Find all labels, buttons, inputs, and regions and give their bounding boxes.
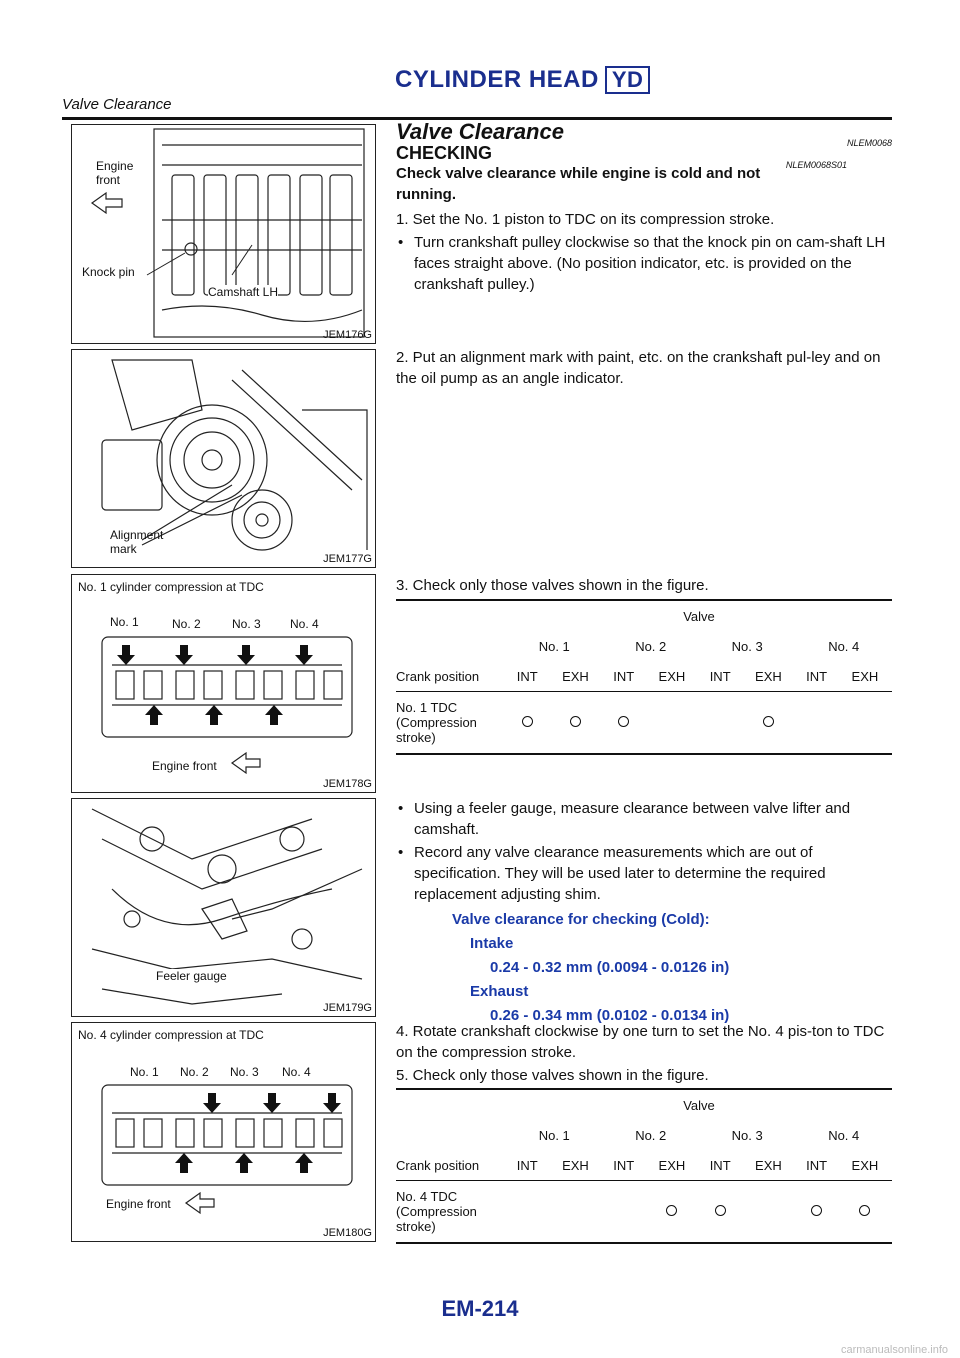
page-title: [395, 66, 650, 94]
figure-jem179g: [71, 798, 376, 1017]
check-cell: [602, 692, 644, 754]
label-no4: No. 4: [290, 617, 319, 631]
spec-intake-label: Intake: [470, 935, 514, 952]
figure-jem177g: [71, 349, 376, 568]
col-exh: EXH: [562, 1157, 589, 1173]
col-no4: No. 4: [828, 638, 860, 654]
figure-jem178g: [71, 574, 376, 793]
check-circle-icon: [859, 1205, 870, 1216]
label-engine-front: Engine front: [152, 759, 217, 773]
col-exh: EXH: [851, 668, 879, 684]
col-no2: No. 2: [635, 638, 667, 654]
col-int: INT: [516, 668, 538, 684]
step-1: 1. Set the No. 1 piston to TDC on its compression stroke.: [396, 211, 775, 228]
check-cell: [838, 1181, 892, 1243]
col-exh: EXH: [562, 668, 589, 684]
check-cell: [741, 692, 795, 754]
label-knock-pin: Knock pin: [82, 265, 135, 279]
valve-layout-drawing-1: [72, 575, 375, 792]
engine-top-drawing: [72, 125, 375, 343]
col-no4: No. 4: [828, 1127, 860, 1143]
table-row: [396, 692, 892, 754]
col-int: INT: [613, 1157, 635, 1173]
step-3: 3. Check only those valves shown in the figure.: [396, 577, 709, 594]
spec-intake-value: 0.24 - 0.32 mm (0.0094 - 0.0126 in): [490, 959, 730, 976]
figure-id: JEM179G: [323, 1002, 372, 1014]
step-4: 4. Rotate crankshaft clockwise by one turn to set the No. 4 pis-ton to TDC on the compression stroke.: [396, 1023, 885, 1061]
label-no2: No. 2: [180, 1065, 209, 1079]
crank-position-label: Crank position: [396, 1157, 480, 1173]
row-label: No. 1 TDC (Compression stroke): [396, 692, 506, 754]
measure-block: [396, 798, 892, 1026]
label-no3: No. 3: [232, 617, 261, 631]
watermark: carmanualsonline.info: [840, 1344, 948, 1356]
bullet-feeler: • Using a feeler gauge, measure clearance between valve lifter and camshaft.: [396, 798, 892, 840]
valve-table-1: [396, 599, 892, 755]
spec-exhaust-value: 0.26 - 0.34 mm (0.0102 - 0.0134 in): [490, 1007, 730, 1024]
figure-id: JEM177G: [323, 553, 372, 565]
label-feeler-gauge: Feeler gauge: [156, 969, 227, 983]
fig-caption: No. 4 cylinder compression at TDC: [78, 1028, 264, 1042]
figure-jem176g: [71, 124, 376, 344]
model-badge: YD: [605, 66, 651, 94]
crank-position-label: Crank position: [396, 668, 480, 684]
label-no1: No. 1: [110, 615, 139, 629]
col-exh: EXH: [851, 1157, 879, 1173]
col-int: INT: [806, 668, 828, 684]
check-circle-icon: [522, 716, 533, 727]
check-cell: [795, 1181, 837, 1243]
cold-check-note: Check valve clearance while engine is cold and not running.: [396, 165, 761, 203]
check-cell: [548, 692, 602, 754]
label-alignment-mark: Alignment mark: [110, 528, 164, 556]
row-label: No. 4 TDC (Compression stroke): [396, 1181, 506, 1243]
check-cell: [699, 1181, 741, 1243]
check-cell: [741, 1181, 795, 1243]
col-no3: No. 3: [731, 638, 763, 654]
label-engine-front: Engine front: [96, 159, 134, 187]
section-heading: [396, 121, 892, 295]
figure-jem180g: [71, 1022, 376, 1242]
valve-table-2: [396, 1088, 892, 1244]
check-cell: [795, 692, 837, 754]
check-cell: [838, 692, 892, 754]
label-no2: No. 2: [172, 617, 201, 631]
title-text: CYLINDER HEAD: [395, 66, 599, 93]
col-exh: EXH: [755, 668, 782, 684]
check-circle-icon: [618, 716, 629, 727]
col-int: INT: [516, 1157, 538, 1173]
col-no1: No. 1: [538, 638, 570, 654]
fig-caption: No. 1 cylinder compression at TDC: [78, 580, 264, 594]
check-cell: [506, 692, 548, 754]
table-header-valve: Valve: [506, 1089, 892, 1120]
step-1-bullet: • Turn crankshaft pulley clockwise so that the knock pin on cam-shaft LH faces straight above. (No position indicator, etc. is provided on the crankshaft pulley.): [396, 232, 892, 295]
table-row: [396, 1181, 892, 1243]
check-cell: [506, 1181, 548, 1243]
col-exh: EXH: [658, 1157, 686, 1173]
col-int: INT: [806, 1157, 828, 1173]
table-header-valve: Valve: [506, 600, 892, 631]
col-int: INT: [613, 668, 635, 684]
feeler-gauge-drawing: [72, 799, 375, 1016]
step-2-block: [396, 347, 892, 389]
check-cell: [699, 692, 741, 754]
bullet-record: • Record any valve clearance measurements which are out of specification. They will be used later to determine the required replacement adjusting shim.: [396, 842, 892, 905]
section-title: Valve Clearance: [396, 119, 564, 144]
col-no1: No. 1: [538, 1127, 570, 1143]
label-no3: No. 3: [230, 1065, 259, 1079]
check-cell: [602, 1181, 644, 1243]
subsection-title: CHECKING: [396, 143, 493, 163]
check-circle-icon: [763, 716, 774, 727]
section-code: NLEM0068: [846, 138, 892, 148]
figure-id: JEM176G: [323, 329, 372, 341]
col-no2: No. 2: [635, 1127, 667, 1143]
label-no1: No. 1: [130, 1065, 159, 1079]
col-exh: EXH: [658, 668, 686, 684]
check-circle-icon: [666, 1205, 677, 1216]
check-circle-icon: [811, 1205, 822, 1216]
step-5: 5. Check only those valves shown in the figure.: [396, 1067, 709, 1084]
subsection-code: NLEM0068S01: [785, 160, 847, 170]
label-engine-front: Engine front: [106, 1197, 171, 1211]
check-cell: [645, 1181, 699, 1243]
label-no4: No. 4: [282, 1065, 311, 1079]
page-number: EM-214: [441, 1296, 519, 1321]
step-4-5-block: [396, 1021, 892, 1086]
col-exh: EXH: [755, 1157, 782, 1173]
col-int: INT: [709, 668, 731, 684]
check-circle-icon: [715, 1205, 726, 1216]
figure-id: JEM180G: [323, 1227, 372, 1239]
spec-heading: Valve clearance for checking (Cold):: [452, 911, 710, 928]
col-no3: No. 3: [731, 1127, 763, 1143]
step-2: 2. Put an alignment mark with paint, etc. on the crankshaft pul-ley and on the oil pump as an angle indicator.: [396, 349, 881, 387]
col-int: INT: [709, 1157, 731, 1173]
figure-id: JEM178G: [323, 778, 372, 790]
check-cell: [645, 692, 699, 754]
spec-exhaust-label: Exhaust: [470, 983, 529, 1000]
label-camshaft: Camshaft LH: [208, 285, 279, 299]
page-subtitle: Valve Clearance: [62, 96, 172, 113]
check-cell: [548, 1181, 602, 1243]
check-circle-icon: [570, 716, 581, 727]
